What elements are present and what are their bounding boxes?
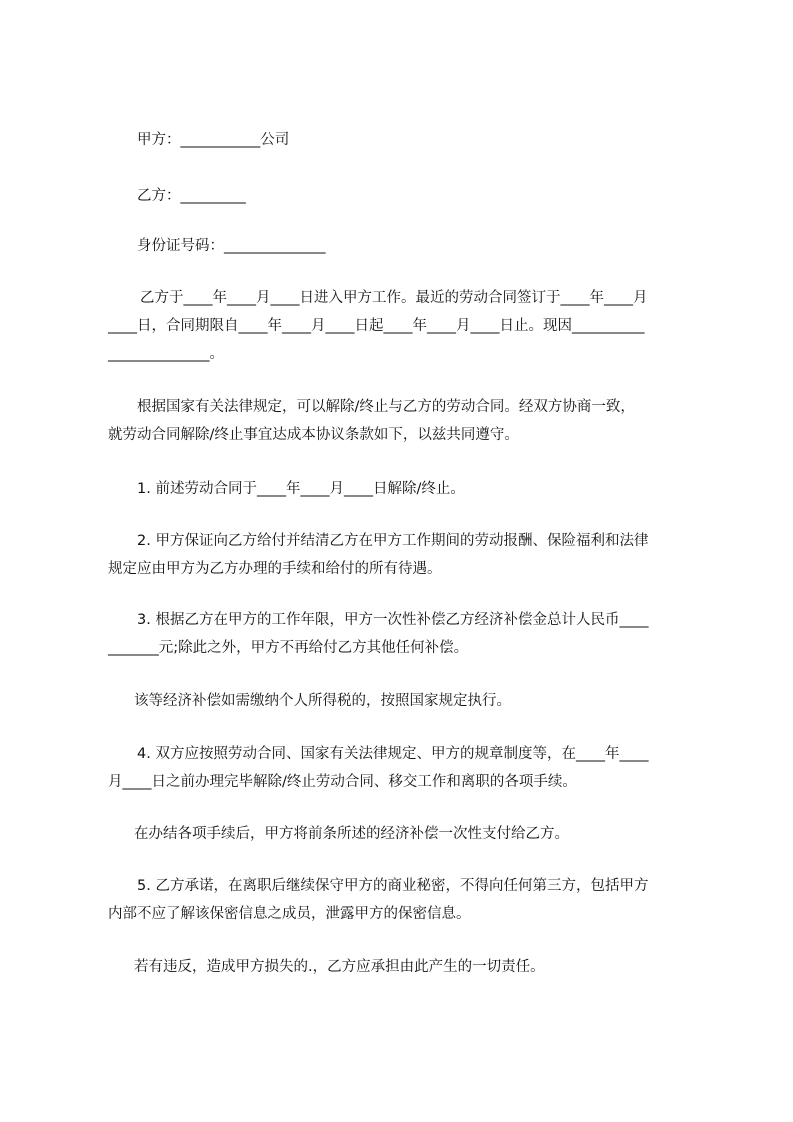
clause-4-payment: 在办结各项手续后，甲方将前条所述的经济补偿一次性支付给乙方。 [134,826,569,842]
clause-5-line: 内部不应了解该保密信息之成员，泄露甲方的保密信息。 [108,906,471,922]
intro-line: 乙方于____年____月____日进入甲方工作。最近的劳动合同签订于____年____月 [140,290,648,306]
intro-line: ____日，合同期限自____年____月____日起____年____月____日止。现因__________ [108,318,645,334]
clause-4-line: 月____日之前办理完毕解除/终止劳动合同、移交工作和离职的各项手续。 [108,774,577,790]
party-a-line: 甲方：___________公司 [137,132,290,148]
clause-5-line: 5. 乙方承诺，在离职后继续保守甲方的商业秘密，不得向任何第三方，包括甲方 [137,878,649,894]
intro-line: ______________。 [108,346,224,362]
clause-4-line: 4. 双方应按照劳动合同、国家有关法律规定、甲方的规章制度等，在____年____ [137,746,649,762]
basis-line: 根据国家有关法律规定，可以解除/终止与乙方的劳动合同。经双方协商一致， [137,399,635,415]
basis-line: 就劳动合同解除/终止事宜达成本协议条款如下，以兹共同遵守。 [108,427,519,443]
clause-3-tax: 该等经济补偿如需缴纳个人所得税的，按照国家规定执行。 [134,693,511,709]
clause-5-breach: 若有违反，造成甲方损失的.，乙方应承担由此产生的一切责任。 [134,959,545,975]
clause-2-line: 2. 甲方保证向乙方给付并结清乙方在甲方工作期间的劳动报酬、保险福利和法律 [137,533,649,549]
id-number-line: 身份证号码：______________ [137,238,326,254]
party-b-line: 乙方：_________ [137,188,246,204]
clause-3-line: _______元;除此之外，甲方不再给付乙方其他任何补偿。 [108,640,469,656]
clause-3-line: 3. 根据乙方在甲方的工作年限，甲方一次性补偿乙方经济补偿金总计人民币____ [137,612,649,628]
clause-1: 1. 前述劳动合同于____年____月____日解除/终止。 [137,481,465,497]
clause-2-line: 规定应由甲方为乙方办理的手续和给付的所有待遇。 [108,561,442,577]
